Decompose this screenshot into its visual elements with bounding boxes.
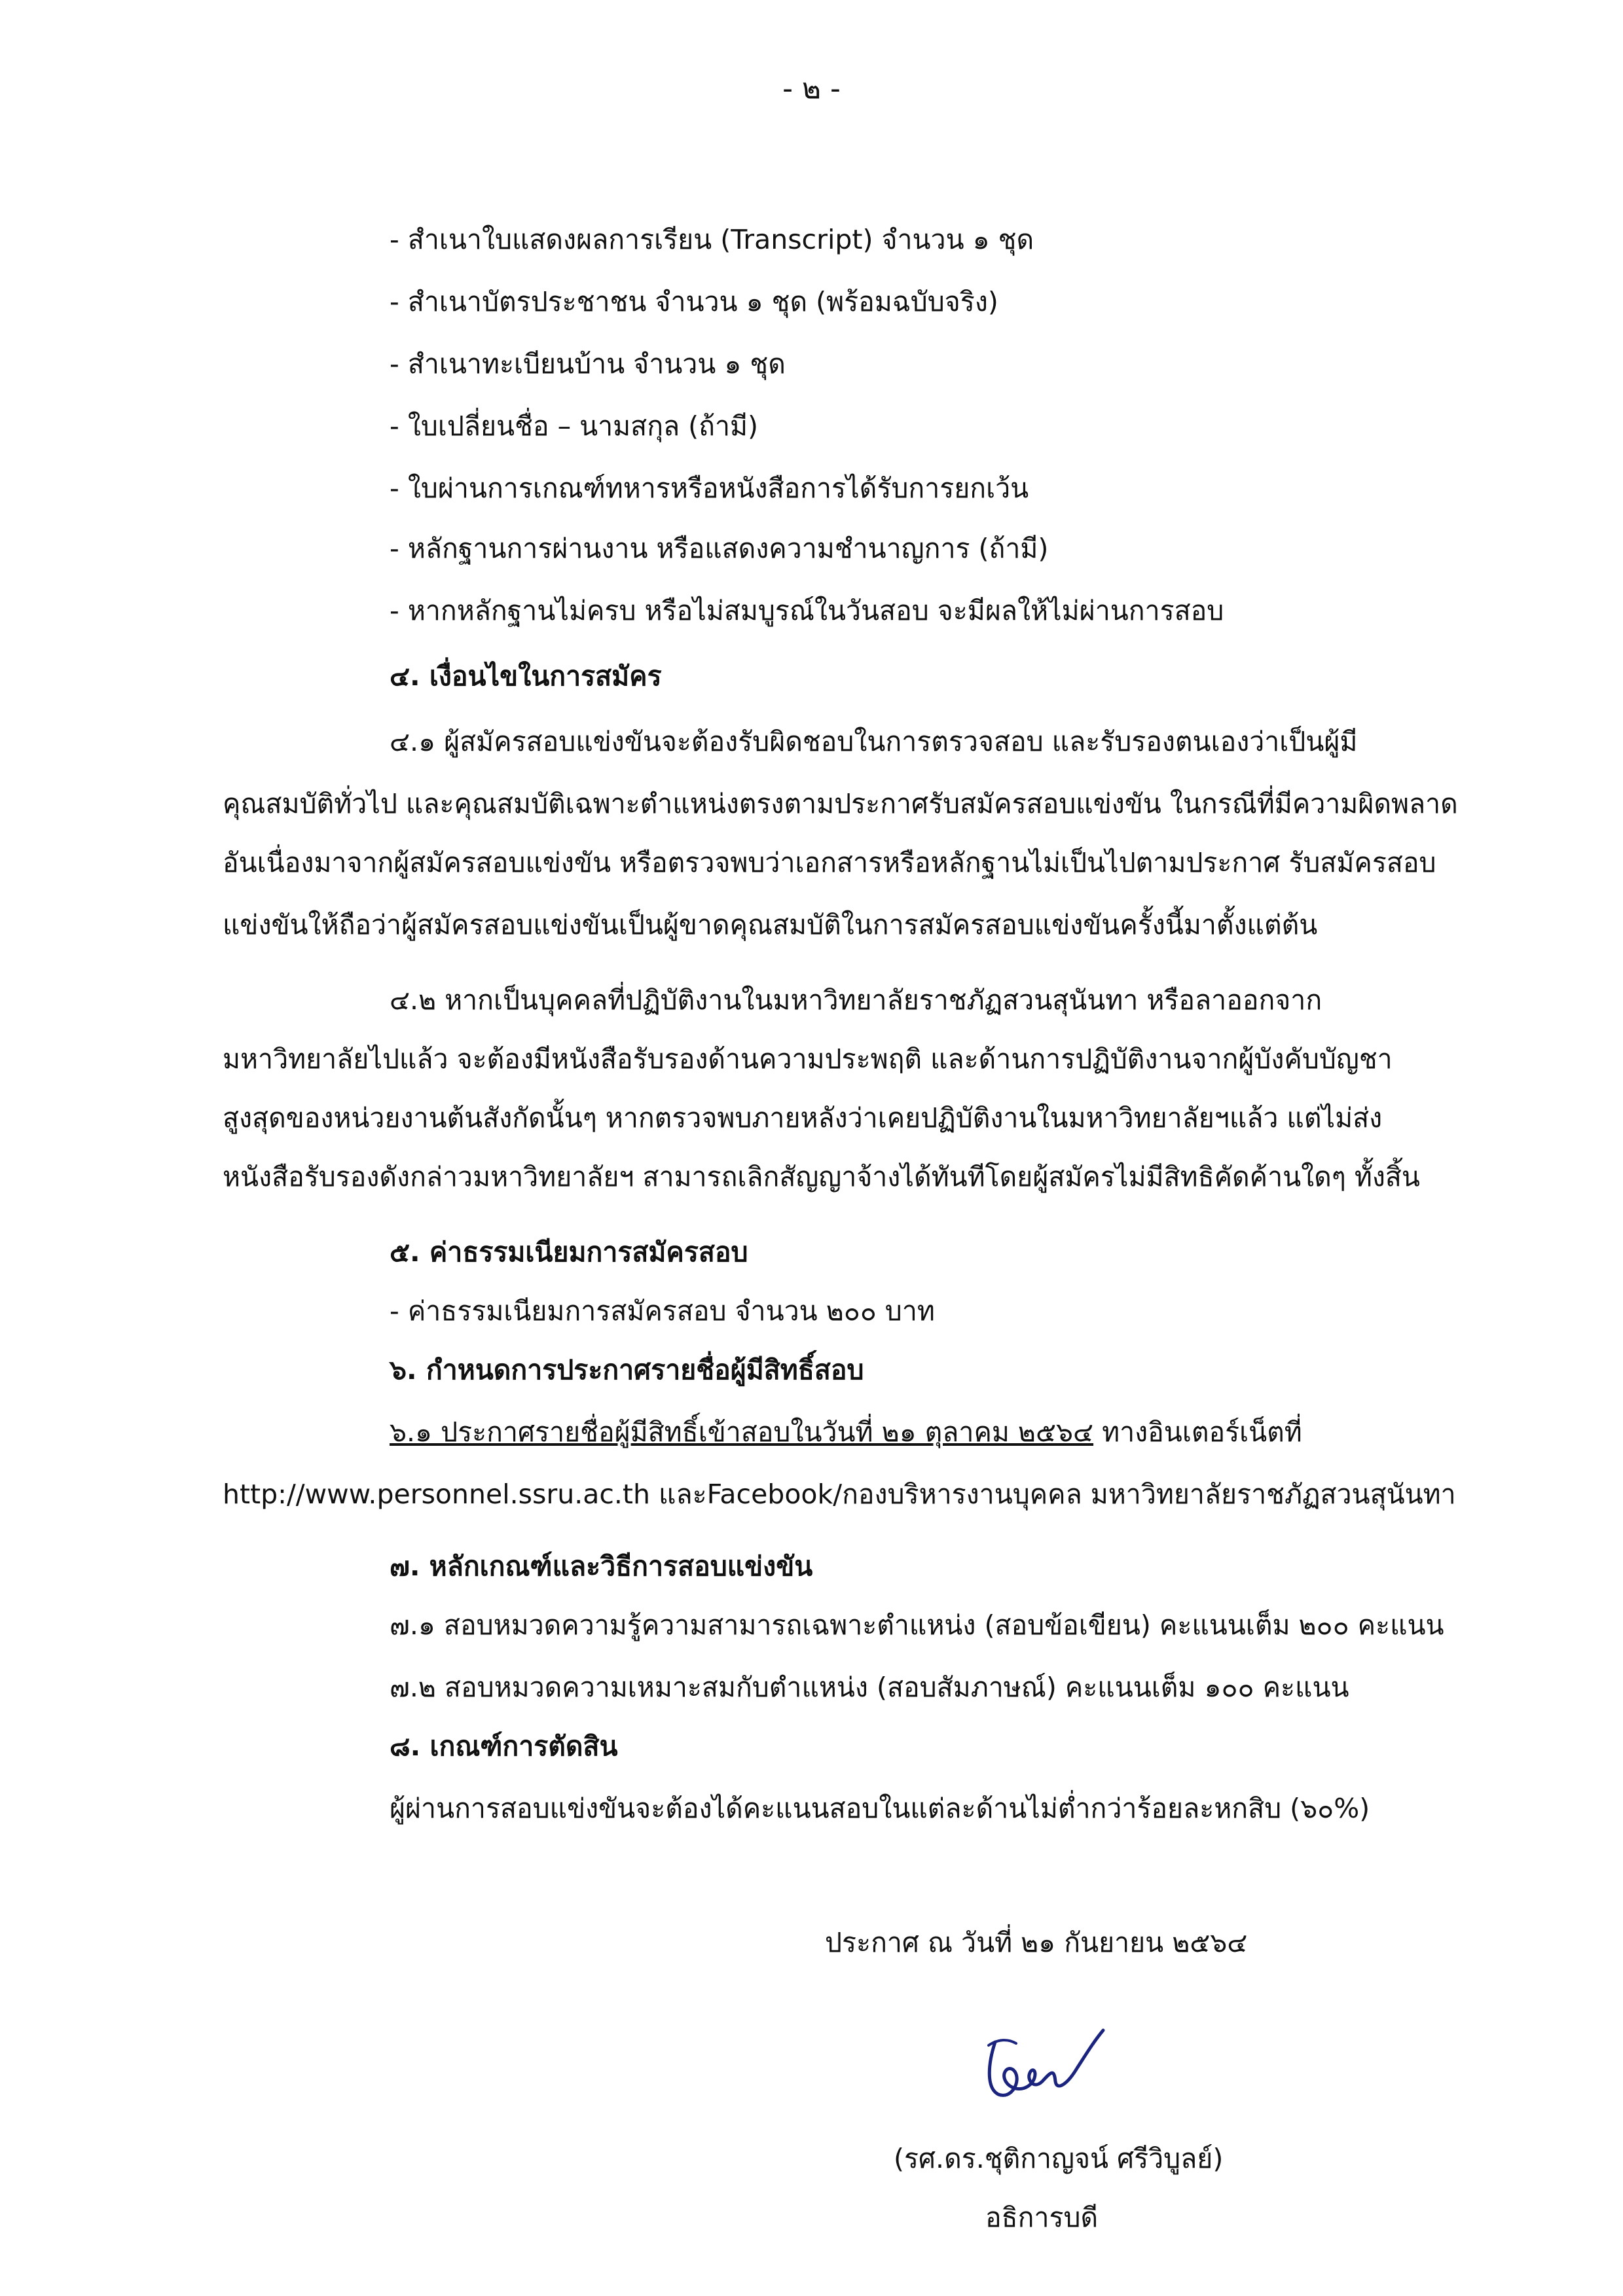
page-number: - ๒ - — [782, 72, 841, 105]
signer-title: อธิการบดี — [985, 2202, 1099, 2233]
exam-criteria-item: ๗.๑ สอบหมวดความรู้ความสามารถเฉพาะตำแหน่ง (สอบข้อเขียน) คะแนนเต็ม ๒๐๐ คะแนน — [390, 1609, 1444, 1641]
document-item: - ใบผ่านการเกณฑ์ทหารหรือหนังสือการได้รับการยกเว้น — [390, 473, 1029, 504]
document-item: - หากหลักฐานไม่ครบ หรือไม่สมบูรณ์ในวันสอบ จะมีผลให้ไม่ผ่านการสอบ — [390, 595, 1224, 626]
section-4-heading: ๔. เงื่อนไขในการสมัคร — [390, 660, 662, 692]
section-4-2-line: สูงสุดของหน่วยงานต้นสังกัดนั้นๆ หากตรวจพบภายหลังว่าเคยปฏิบัติงานในมหาวิทยาลัยฯแล้ว แต่ไม่ส่ง — [223, 1102, 1383, 1134]
announcement-date-underlined: ๖.๑ ประกาศรายชื่อผู้มีสิทธิ์เข้าสอบในวันที่ ๒๑ ตุลาคม ๒๕๖๔ — [390, 1416, 1094, 1448]
section-4-1-line: ๔.๑ ผู้สมัครสอบแข่งขันจะต้องรับผิดชอบในการตรวจสอบ และรับรองตนเองว่าเป็นผู้มี — [390, 726, 1358, 757]
section-7-heading: ๗. หลักเกณฑ์และวิธีการสอบแข่งขัน — [390, 1551, 813, 1582]
exam-criteria-item: ๗.๒ สอบหมวดความเหมาะสมกับตำแหน่ง (สอบสัมภาษณ์) คะแนนเต็ม ๑๐๐ คะแนน — [390, 1672, 1349, 1703]
section-4-2-line: หนังสือรับรองดังกล่าวมหาวิทยาลัยฯ สามารถเลิกสัญญาจ้างได้ทันทีโดยผู้สมัครไม่มีสิทธิคัดค้านใดๆ ทั้งสิ้น — [223, 1161, 1420, 1193]
signer-name: (รศ.ดร.ชุติกาญจน์ ศรีวิบูลย์) — [894, 2143, 1224, 2174]
fee-item: - ค่าธรรมเนียมการสมัครสอบ จำนวน ๒๐๐ บาท — [390, 1295, 935, 1327]
announcement-date: ประกาศ ณ วันที่ ๒๑ กันยายน ๒๕๖๔ — [825, 1927, 1248, 1958]
section-4-1-line: คุณสมบัติทั่วไป และคุณสมบัติเฉพาะตำแหน่งตรงตามประกาศรับสมัครสอบแข่งขัน ในกรณีที่มีความผิดพลาด — [223, 788, 1458, 819]
announcement-schedule — [390, 1414, 1302, 1450]
document-item: - สำเนาใบแสดงผลการเรียน (Transcript) จำนวน ๑ ชุด — [390, 224, 1034, 255]
announcement-channel: ทางอินเตอร์เน็ตที่ — [1093, 1416, 1302, 1448]
document-item: - สำเนาบัตรประชาชน จำนวน ๑ ชุด (พร้อมฉบับจริง) — [390, 286, 998, 317]
announcement-url-line: http://www.personnel.ssru.ac.th และFacebook/กองบริหารงานบุคคล มหาวิทยาลัยราชภัฏสวนสุนันทา — [223, 1479, 1456, 1510]
section-4-2-line: ๔.๒ หากเป็นบุคคลที่ปฏิบัติงานในมหาวิทยาลัยราชภัฏสวนสุนันทา หรือลาออกจาก — [390, 984, 1322, 1016]
section-4-1-line: อันเนื่องมาจากผู้สมัครสอบแข่งขัน หรือตรวจพบว่าเอกสารหรือหลักฐานไม่เป็นไปตามประกาศ รับสมัครสอบ — [223, 847, 1436, 878]
document-item: - หลักฐานการผ่านงาน หรือแสดงความชำนาญการ (ถ้ามี) — [390, 533, 1049, 564]
section-4-2-line: มหาวิทยาลัยไปแล้ว จะต้องมีหนังสือรับรองด้านความประพฤติ และด้านการปฏิบัติงานจากผู้บังคับบัญชา — [223, 1043, 1393, 1075]
document-item: - สำเนาทะเบียนบ้าน จำนวน ๑ ชุด — [390, 348, 786, 380]
document-item: - ใบเปลี่ยนชื่อ – นามสกุล (ถ้ามี) — [390, 410, 759, 442]
section-5-heading: ๕. ค่าธรรมเนียมการสมัครสอบ — [390, 1236, 748, 1268]
signature-image — [969, 2016, 1139, 2114]
section-8-heading: ๘. เกณฑ์การตัดสิน — [390, 1731, 618, 1762]
section-6-heading: ๖. กำหนดการประกาศรายชื่อผู้มีสิทธิ์สอบ — [390, 1354, 864, 1386]
section-4-1-line: แข่งขันให้ถือว่าผู้สมัครสอบแข่งขันเป็นผู้ขาดคุณสมบัติในการสมัครสอบแข่งขันครั้งนี้มาตั้งแต่ต้น — [223, 909, 1318, 941]
passing-criteria: ผู้ผ่านการสอบแข่งขันจะต้องได้คะแนนสอบในแต่ละด้านไม่ต่ำกว่าร้อยละหกสิบ (๖๐%) — [390, 1793, 1370, 1824]
